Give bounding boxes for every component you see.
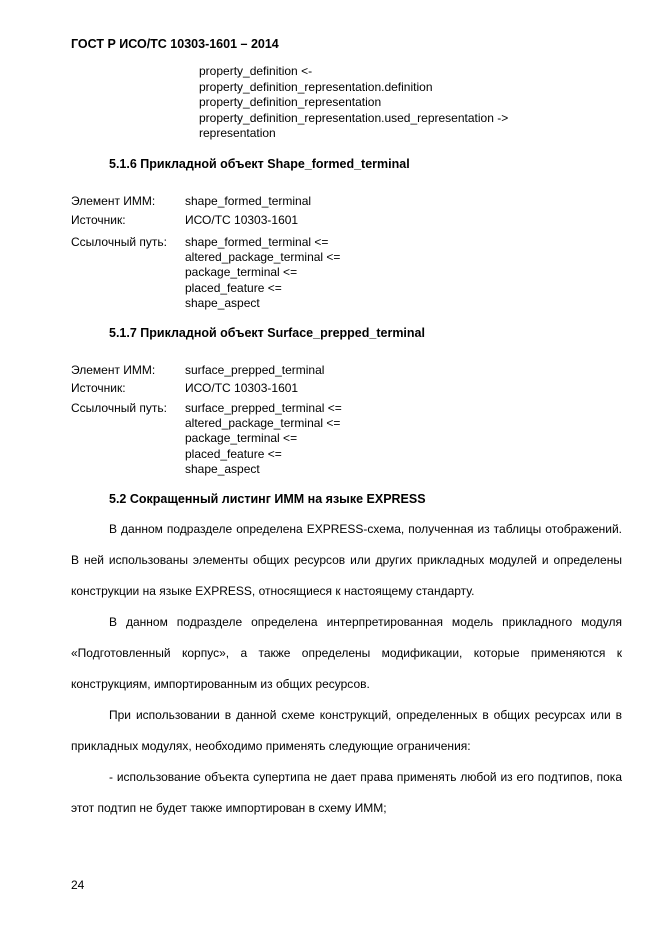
path-line: shape_aspect [185, 461, 260, 476]
page-number: 24 [71, 878, 85, 892]
element-value: shape_formed_terminal [185, 194, 312, 208]
list-item: - использование объекта супертипа не дает права применять любой из его подтипов, пока этот подтип не будет также импортирован в схему ИММ; [71, 770, 622, 815]
path-label: Ссылочный путь: [71, 235, 167, 249]
path-line: placed_feature <= [185, 280, 282, 295]
source-label: Источник: [71, 381, 126, 395]
source-value: ИСО/ТС 10303-1601 [185, 213, 299, 227]
path-line: placed_feature <= [185, 446, 282, 461]
path-line: package_terminal <= [185, 431, 298, 446]
source-label: Источник: [71, 213, 126, 227]
path-line: shape_formed_terminal <= [185, 235, 329, 249]
element-label: Элемент ИММ: [71, 194, 156, 208]
path-line: altered_package_terminal <= [185, 416, 341, 431]
section-heading: 5.2 Сокращенный листинг ИММ на языке EXPRESS [109, 492, 426, 506]
element-label: Элемент ИММ: [71, 363, 156, 377]
path-line: property_definition_representation.used_representation -> [199, 110, 509, 125]
source-value: ИСО/ТС 10303-1601 [185, 381, 299, 395]
section-heading: 5.1.7 Прикладной объект Surface_prepped_terminal [109, 326, 425, 340]
reference-path [185, 235, 340, 311]
body-text [71, 514, 622, 824]
path-line: altered_package_terminal <= [185, 250, 341, 265]
path-label: Ссылочный путь: [71, 401, 167, 415]
reference-path-continuation [199, 64, 508, 142]
paragraph: В данном подразделе определена интерпретированная модель прикладного модуля «Подготовленный корпус», а также определены модификации, которые применяются к конструкциям, импортированным из общих ресурсов. [71, 615, 622, 691]
path-line: surface_prepped_terminal <= [185, 401, 342, 415]
path-line: package_terminal <= [185, 265, 298, 280]
path-line: representation [199, 126, 276, 140]
element-value: surface_prepped_terminal [185, 363, 325, 377]
paragraph: При использовании в данной схеме конструкций, определенных в общих ресурсах или в прикладных модулях, необходимо применять следующие ограничения: [71, 708, 622, 753]
reference-path [185, 401, 342, 477]
path-line: property_definition_representation.definition [199, 79, 433, 94]
document-header: ГОСТ Р ИСО/ТС 10303-1601 – 2014 [71, 37, 279, 51]
path-line: property_definition <- [199, 64, 313, 78]
section-heading: 5.1.6 Прикладной объект Shape_formed_terminal [109, 157, 410, 171]
paragraph: В данном подразделе определена EXPRESS-схема, полученная из таблицы отображений. В ней использованы элементы общих ресурсов или других прикладных модулей и определены конструкции на языке EXPRESS, относящиеся к настоящему стандарту. [71, 522, 622, 598]
path-line: property_definition_representation [199, 95, 382, 109]
path-line: shape_aspect [185, 295, 260, 310]
